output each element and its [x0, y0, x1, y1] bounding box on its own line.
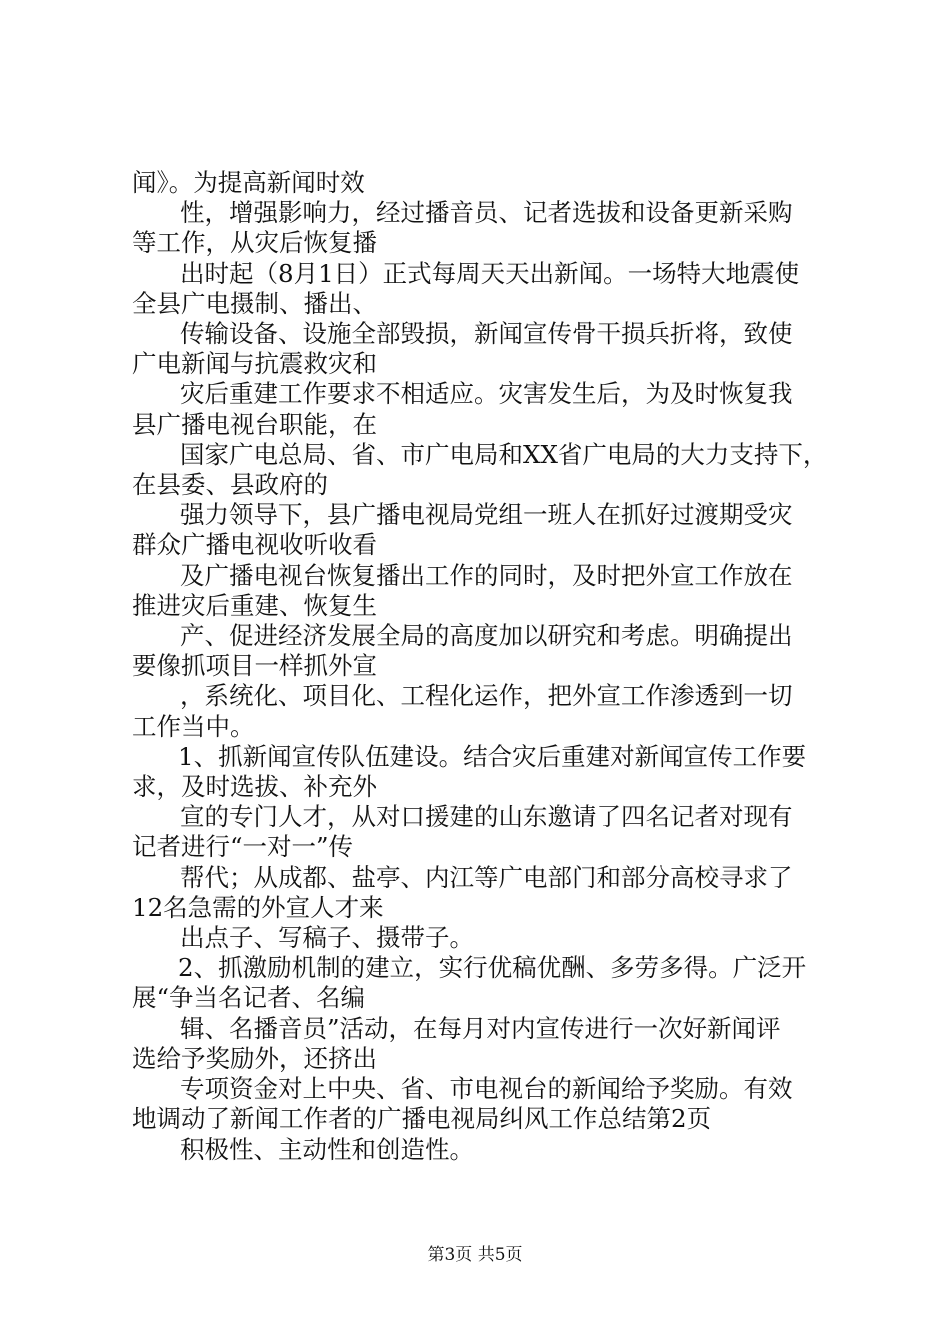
text-line: 地调动了新闻工作者的广播电视局纠风工作总结第2页 — [132, 1104, 712, 1134]
text-line: 及广播电视台恢复播出工作的同时，及时把外宣工作放在 — [180, 560, 793, 590]
text-line: 要像抓项目一样抓外宣 — [132, 651, 377, 681]
text-line: 选给予奖励外，还挤出 — [132, 1043, 377, 1073]
text-line: 12名急需的外宣人才来 — [132, 892, 384, 922]
text-line: 灾后重建工作要求不相适应。灾害发生后，为及时恢复我 — [180, 379, 793, 409]
text-line: 出点子、写稿子、摄带子。 — [180, 923, 474, 953]
text-line: 工作当中。 — [132, 711, 255, 741]
text-line: 辑、名播音员”活动，在每月对内宣传进行一次好新闻评 — [180, 1013, 781, 1043]
text-line: 宣的专门人才，从对口援建的山东邀请了四名记者对现有 — [180, 802, 793, 832]
text-line: 等工作，从灾后恢复播 — [132, 228, 377, 258]
text-line: 产、促进经济发展全局的高度加以研究和考虑。明确提出 — [180, 621, 793, 651]
text-line: 性，增强影响力，经过播音员、记者选拔和设备更新采购 — [180, 198, 793, 228]
text-line: 闻》。为提高新闻时效 — [132, 168, 365, 197]
text-line: 1、抓新闻宣传队伍建设。结合灾后重建对新闻宣传工作要 — [178, 741, 807, 771]
text-line: 积极性、主动性和创造性。 — [180, 1134, 474, 1164]
text-line: 在县委、县政府的 — [132, 470, 328, 500]
text-line: 群众广播电视收听收看 — [132, 530, 377, 560]
text-line: 帮代；从成都、盐亭、内江等广电部门和部分高校寻求了 — [180, 862, 793, 892]
text-line: 记者进行“一对一”传 — [132, 832, 354, 862]
text-line: 国家广电总局、省、市广电局和XX省广电局的大力支持下， — [180, 439, 828, 469]
text-line: 传输设备、设施全部毁损，新闻宣传骨干损兵折将，致使 — [180, 319, 793, 349]
text-line: 求，及时选拔、补充外 — [132, 772, 377, 802]
text-line: ，系统化、项目化、工程化运作，把外宣工作渗透到一切 — [180, 681, 793, 711]
text-line: 县广播电视台职能，在 — [132, 409, 377, 439]
text-line: 专项资金对上中央、省、市电视台的新闻给予奖励。有效 — [180, 1074, 793, 1104]
text-line: 全县广电摄制、播出、 — [132, 288, 377, 318]
text-line: 展“争当名记者、名编 — [132, 983, 366, 1013]
text-line: 2、抓激励机制的建立，实行优稿优酬、多劳多得。广泛开 — [178, 953, 807, 983]
text-line: 推进灾后重建、恢复生 — [132, 590, 377, 620]
text-line: 出时起（8月1日）正式每周天天出新闻。一场特大地震使 — [180, 258, 800, 288]
document-body — [132, 168, 852, 1165]
text-line: 强力领导下，县广播电视局党组一班人在抓好过渡期受灾 — [180, 500, 793, 530]
page-footer: 第3页 共5页 — [427, 1245, 523, 1265]
text-line: 广电新闻与抗震救灾和 — [132, 349, 377, 379]
